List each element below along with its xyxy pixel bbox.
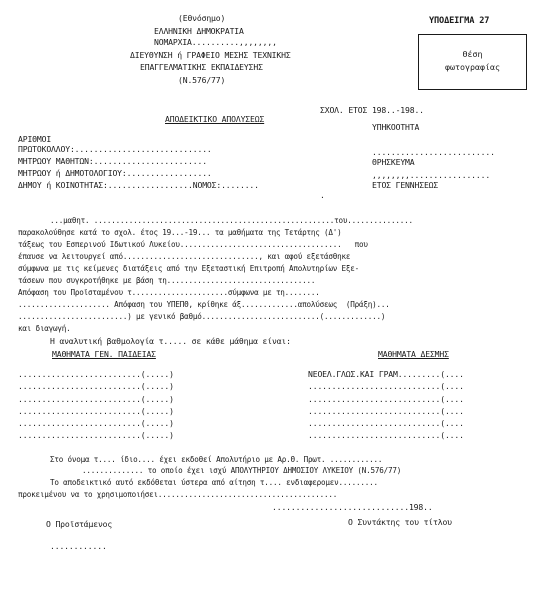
emblem-label: (Εθνόσημο) (178, 13, 226, 23)
prefecture-line: ΝΟΜΑΡΧΙΑ..........,,,,,,,, (154, 37, 277, 47)
numbers-label: ΑΡΙΘΜΟΙ (18, 134, 52, 144)
protocol-field: ΠΡΩΤΟΚΟΛΛΟΥ:............................. (18, 144, 212, 154)
general-grade-row: ..........................(.....) (18, 381, 174, 391)
footer-line-2: .............. το οποίο έχει ισχύ ΑΠΟΛΥΤΗΡΙΟΥ ΔΗΜΟΣΙΟΥ ΛΥΚΕΙΟΥ (Ν.576/77) (82, 466, 402, 475)
direction-grade-row: ............................(.... (308, 381, 464, 391)
direction-grade-row: ............................(.... (308, 430, 464, 440)
photo-label-line2: φωτογραφίας (445, 62, 500, 72)
school-year: ΣΧΟΛ. ΕΤΟΣ 198..-198.. (320, 105, 424, 115)
body-line-1: ...μαθητ. .......................................................του............... (50, 216, 413, 225)
photo-placeholder-box (418, 34, 527, 90)
law-reference: (Ν.576/77) (178, 75, 226, 85)
body-line-5: σύμφωνα με τις κείμενες διατάξεις από την Εξεταστική Επιτροπή Απολυτηρίων Εξε- (18, 264, 360, 273)
date-line: .............................198.. (272, 502, 433, 512)
citizenship-label: ΥΠΗΚΟΟΤΗΤΑ (372, 122, 420, 132)
body-line-6: τάσεων που συγκροτήθηκε με βάση τη.................................. (18, 276, 316, 285)
general-grade-row: ..........................(.....) (18, 418, 174, 428)
citizenship-dots: .......................... (372, 147, 495, 157)
author-signature-label: Ο Συντάκτης του τίτλου (348, 517, 452, 527)
general-grade-row: ..........................(.....) (18, 406, 174, 416)
general-grade-row: ..........................(.....) (18, 430, 174, 440)
body-line-8: ..................... Απόφαση του ΥΠΕΠΘ, κρίθηκε άξ.............απολύσεως (Πράξη)... (18, 300, 390, 309)
municipality-field: ΔΗΜΟΥ ή ΚΟΙΝΟΤΗΤΑΣ:..................ΝΟΜΟΣ:........ (18, 180, 259, 190)
director-signature-label: Ο Προϊστάμενος (46, 519, 113, 529)
general-grade-row: ..........................(.....) (18, 394, 174, 404)
footer-line-1: Στο όνομα τ.... ίδιο.... έχει εκδοθεί Απολυτήριο με Αρ.Θ. Πρωτ. ............ (50, 455, 383, 464)
general-grade-row: ..........................(.....) (18, 369, 174, 379)
students-registry-field: ΜΗΤΡΩΟΥ ΜΑΘΗΤΩΝ:........................ (18, 156, 207, 166)
form-code: ΥΠΟΔΕΙΓΜΑ 27 (429, 16, 490, 26)
signature-dots: ............ (50, 541, 107, 551)
direction-subjects-title: ΜΑΘΗΜΑΤΑ ΔΕΣΜΗΣ (378, 349, 449, 359)
grades-intro: Η αναλυτική βαθμολογία τ..... σε κάθε μάθημα είναι: (50, 336, 291, 346)
direction-grade-row: ............................(.... (308, 418, 464, 428)
body-line-10: και διαγωγή. (18, 324, 71, 333)
footer-line-4: προκειμένου να το χρησιμοποιήσει......................................... (18, 490, 338, 499)
religion-label: ΘΡΗΣΚΕΥΜΑ (372, 157, 415, 167)
body-line-2: παρακολούθησε κατά το σχολ. έτος 19...-19... τα μαθήματα της Τετάρτης (Δ') (18, 228, 342, 237)
footer-line-3: Το αποδεικτικό αυτό εκδόθεται ύστερα από αίτηση τ.... ενδιαφερομεν......... (50, 478, 378, 487)
religion-dots: ,,,,,,,,................. (372, 170, 491, 180)
body-line-9: .........................) με γενικό βαθμό...........................(.............) (18, 312, 386, 321)
direction-grade-row: ΝΕΟΕΛ.ΓΛΩΣ.ΚΑΙ ΓΡΑΜ.........(.... (308, 369, 464, 379)
body-line-3: τάξεως του Εσπερινού Ιδωτικού Λυκείου..................................... που (18, 240, 368, 249)
document-title: ΑΠΟΔΕΙΚΤΙΚΟ ΑΠΟΛΥΣΕΩΣ (165, 114, 265, 124)
direction-grade-row: ............................(.... (308, 394, 464, 404)
birth-year-label: ΕΤΟΣ ΓΕΝΝΗΣΕΩΣ (372, 180, 439, 190)
education-line: ΕΠΑΓΓΕΛΜΑΤΙΚΗΣ ΕΚΠΑΙΔΕΥΣΗΣ (140, 62, 263, 72)
republic-heading: ΕΛΛΗΝΙΚΗ ΔΗΜΟΚΡΑΤΙΑ (154, 26, 244, 36)
general-subjects-title: ΜΑΘΗΜΑΤΑ ΓΕΝ. ΠΑΙΔΕΙΑΣ (52, 349, 156, 359)
directorate-line: ΔΙΕΥΘΥΝΣΗ ή ΓΡΑΦΕΙΟ ΜΕΣΗΣ ΤΕΧΝΙΚΗΣ (130, 50, 291, 60)
direction-grade-row: ............................(.... (308, 406, 464, 416)
body-line-7: Απόφαση του Προϊσταμένου τ......................σύμφωνα με τη........ (18, 288, 320, 297)
municipal-registry-field: ΜΗΤΡΩΟΥ ή ΔΗΜΟΤΟΛΟΓΙΟΥ:.................. (18, 168, 212, 178)
mid-dots: . (320, 190, 325, 200)
photo-label-line1: Θέση (462, 49, 483, 59)
body-line-4: έπαυσε να λειτουργεί από..............................., και αφού εξετάσθηκε (18, 252, 351, 261)
